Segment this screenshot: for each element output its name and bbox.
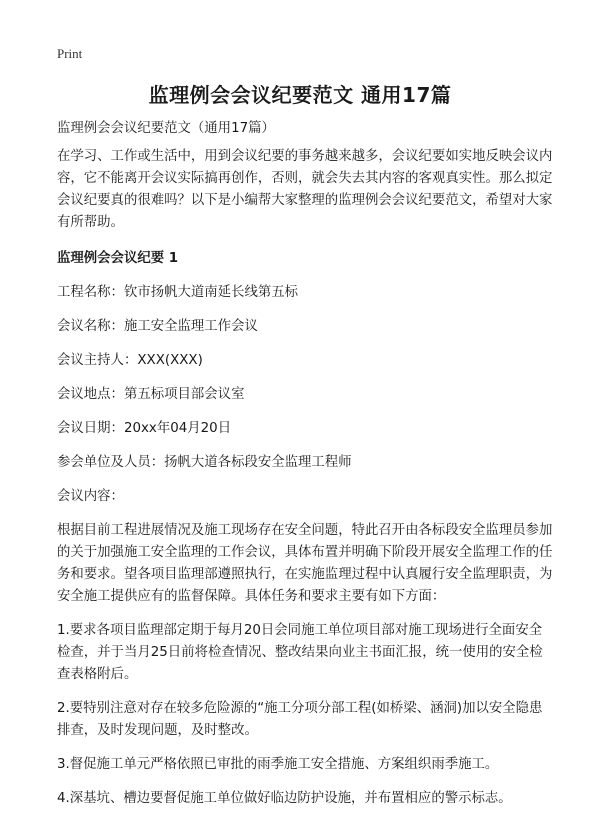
content-label: 会议内容： <box>57 489 124 504</box>
list-item: 3.督促施工单元严格依照已审批的雨季施工安全措施、方案组织雨季施工。 <box>57 757 499 772</box>
field-attendees: 参会单位及人员：扬帆大道各标段安全监理工程师 <box>57 455 352 470</box>
page-title: 监理例会会议纪要范文 通用17篇 <box>148 83 452 107</box>
field-meeting-name: 会议名称：施工安全监理工作会议 <box>57 319 258 334</box>
print-link[interactable]: Print <box>57 46 83 61</box>
document-body <box>57 118 554 822</box>
content-intro-paragraph: 根据目前工程进展情况及施工现场存在安全问题，特此召开由各标段安全监理员参加的关于加强施工安全监理的工作会议，具体布置并明确下阶段开展安全监理工作的任务和要求。望各项目监理部遵照执行，在实施监理过程中认真履行安全监理职责，为安全施工提供应有的监督保障。具体任务和要求主要有如下方面： <box>57 523 553 604</box>
list-item: 4.深基坑、槽边要督促施工单位做好临边防护设施，并布置相应的警示标志。 <box>57 791 512 806</box>
field-meeting-date: 会议日期：20xx年04月20日 <box>57 421 232 436</box>
section-heading: 监理例会会议纪要 1 <box>57 251 179 266</box>
intro-paragraph: 在学习、工作或生活中，用到会议纪要的事务越来越多，会议纪要如实地反映会议内容，它不能离开会议实际搞再创作，否则，就会失去其内容的客观真实性。那么拟定会议纪要真的很难吗？以下是小编帮大家整理的监理例会会议纪要范文，希望对大家有所帮助。 <box>57 149 553 230</box>
list-item: 1.要求各项目监理部定期于每月20日会同施工单位项目部对施工现场进行全面安全检查，并于当月25日前将检查情况、整改结果向业主书面汇报，统一使用的安全检查表格附后。 <box>57 623 543 682</box>
field-project-name: 工程名称：钦市扬帆大道南延长线第五标 <box>57 285 299 300</box>
field-meeting-host: 会议主持人：XXX(XXX) <box>57 353 203 368</box>
document-subtitle: 监理例会会议纪要范文（通用17篇） <box>57 121 275 136</box>
field-meeting-location: 会议地点：第五标项目部会议室 <box>57 387 245 402</box>
list-item: 2.要特别注意对存在较多危险源的“施工分项分部工程(如桥梁、涵洞)加以安全隐患排查，及时发现问题，及时整改。 <box>57 701 543 738</box>
